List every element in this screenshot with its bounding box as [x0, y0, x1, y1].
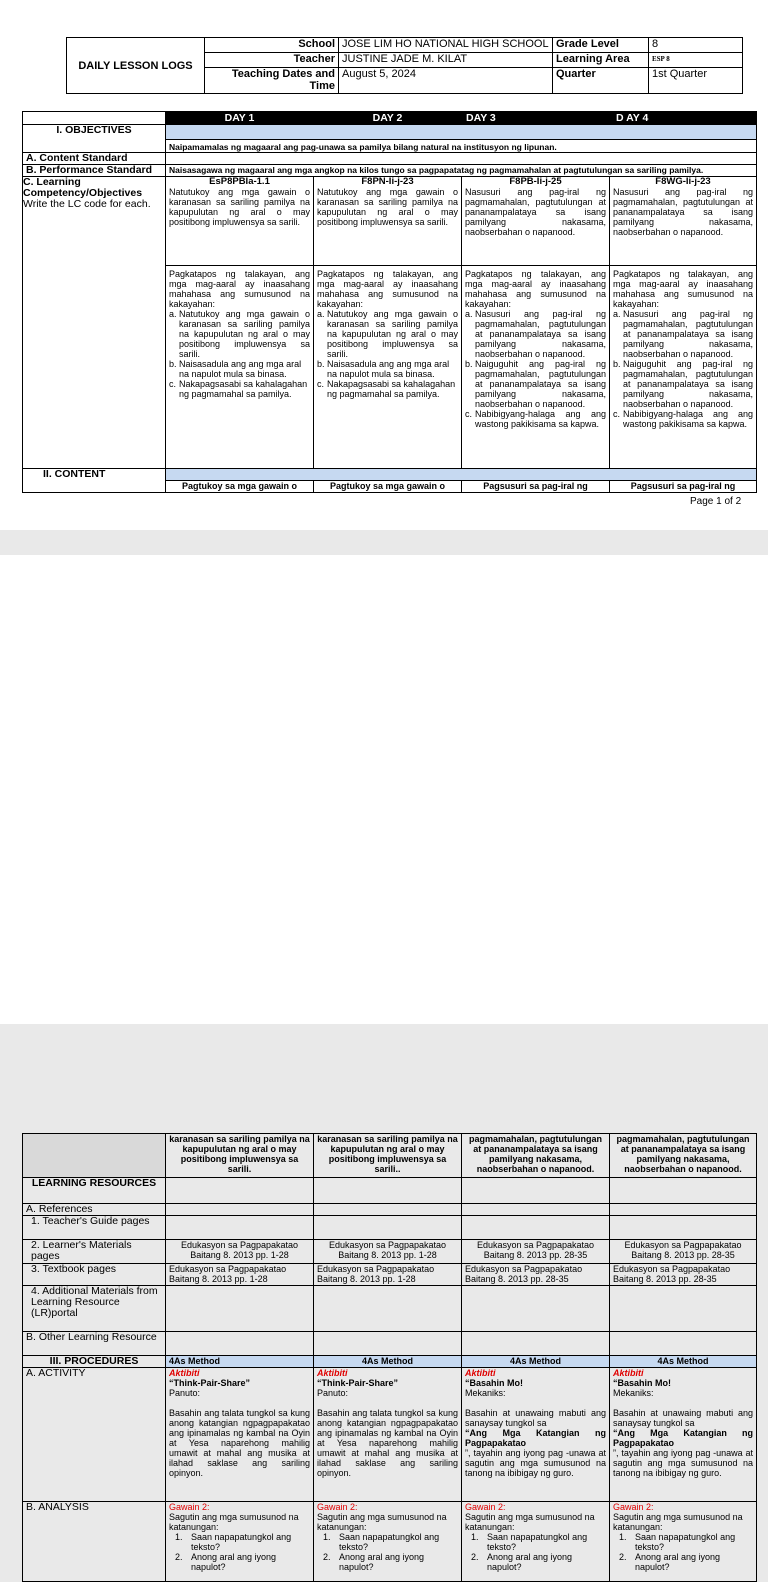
analysis-label: B. ANALYSIS	[23, 1502, 166, 1582]
lc-day-2	[314, 177, 462, 266]
analysis-day-4: Gawain 2: Sagutin ang mga sumusunod na katanungan: 1. Saan napapatungkol ang teksto? 2. Anong aral ang iyong napulot?	[610, 1502, 757, 1582]
list-item: 1. Saan napapatungkol ang teksto?	[619, 1532, 736, 1552]
method-day-2: 4As Method	[314, 1356, 462, 1368]
lc-text-day-2: Natutukoy ang mga gawain o karanasan sa sariling pamilya na kapupulutan ng aral o may positibong impluwensya sa sarili.	[317, 187, 458, 227]
lc-day-1	[166, 177, 314, 266]
list-item: 2. Anong aral ang iyong napulot?	[619, 1552, 721, 1572]
lm-label: 2. Learner's Materials pages	[23, 1240, 166, 1264]
grade-label: Grade Level	[553, 38, 649, 53]
method-day-4: 4As Method	[610, 1356, 757, 1368]
list-item: c. Nabibigyang-halaga ang ang wastong pakikisama sa kapwa.	[465, 409, 606, 429]
performance-standard-label: B. Performance Standard	[23, 165, 166, 177]
learning-resources-heading: LEARNING RESOURCES	[23, 1178, 166, 1204]
list-item: 1. Saan napapatungkol ang teksto?	[471, 1532, 588, 1552]
obj-list-day-4	[613, 309, 753, 429]
list-item: b. Naiguguhit ang pag-iral ng pagmamahalan, pagtutulungan at pananampalataya sa isang pamilyang nakasama, naobserbahan o napanood.	[465, 359, 606, 409]
obj-day-3	[462, 266, 610, 469]
day-3-header: DAY 3	[462, 112, 610, 125]
list-item: b. Naiguguhit ang pag-iral ng pagmamahalan, pagtutulungan at pananampalataya sa isang pamilyang nakasama, naobserbahan o napanood.	[613, 359, 753, 409]
corner-cell	[23, 112, 166, 125]
log-title: DAILY LESSON LOGS	[67, 38, 205, 94]
textbook-label: 3. Textbook pages	[23, 1264, 166, 1286]
dates-value: August 5, 2024	[339, 68, 553, 94]
obj-intro-day-1: Pagkatapos ng talakayan, ang mga mag-aaral ay inaasahang mahahasa ang sumusunod na kakayahan:	[169, 269, 310, 309]
activity-day-4: Aktibiti “Basahin Mo! Mekaniks: Basahin at unawaing mabuti ang sanaysay tungkol sa “Ang Mga Katangian ng Pagpapakatao ”, tayahin ang iyong pag -unawa at sagutin ang mga sumusunod na tanong na ibibigay ng guro.	[610, 1368, 757, 1502]
lc-day-4	[610, 177, 757, 266]
objectives-blue-band	[166, 125, 756, 140]
content-top-day-4: Pagsusuri sa pag-iral ng	[610, 481, 757, 493]
teacher-value: JUSTINE JADE M. KILAT	[339, 53, 553, 68]
content-bottom-day-1: karanasan sa sariling pamilya na kapupulutan ng aral o may positibong impluwensya sa sarili.	[166, 1134, 314, 1178]
list-item: a. Nasusuri ang pag-iral ng pagmamahalan, pagtutulungan at pananampalataya sa isang pamilyang nakasama, naobserbahan o napanood.	[613, 309, 753, 359]
lc-code-day-2: F8PN-Ii-j-23	[361, 176, 414, 187]
list-item: 2. Anong aral ang iyong napulot?	[471, 1552, 573, 1572]
content-bottom-day-3: pagmamahalan, pagtutulungan at pananampalataya sa isang pamilyang nakasama, naobserbahan o napanood.	[462, 1134, 610, 1178]
obj-intro-day-3: Pagkatapos ng talakayan, ang mga mag-aaral ay inaasahang mahahasa ang sumusunod na kakayahan:	[465, 269, 606, 309]
list-item: 1. Saan napapatungkol ang teksto?	[175, 1532, 292, 1552]
additional-label: 4. Additional Materials from Learning Resource (LR)portal	[23, 1286, 166, 1332]
lc-text-day-1: Natutukoy ang mga gawain o karanasan sa sariling pamilya na kapupulutan ng aral o may positibong impluwensya sa sarili.	[169, 187, 310, 227]
list-item: b. Naisasadula ang ang mga aral na napulot mula sa binasa.	[169, 359, 302, 379]
lc-day-3	[462, 177, 610, 266]
list-item: b. Naisasadula ang ang mga aral na napulot mula sa binasa.	[317, 359, 450, 379]
activity-label: A. ACTIVITY	[23, 1368, 166, 1502]
obj-intro-day-4: Pagkatapos ng talakayan, ang mga mag-aaral ay inaasahang mahahasa ang sumusunod na kakayahan:	[613, 269, 753, 309]
area-value: ESP 8	[649, 53, 743, 68]
header-table	[66, 37, 743, 94]
content-heading: II. CONTENT	[23, 469, 166, 493]
lc-note: Write the LC code for each.	[23, 198, 151, 210]
page-2	[0, 555, 768, 1572]
school-label: School	[205, 38, 339, 53]
lc-code-day-4: F8WG-Ii-j-23	[655, 176, 711, 187]
performance-standard-text: Naisasagawa ng magaaral ang mga angkop na kilos tungo sa pagpapatatag ng pagmamahalan at pagtutulungan sa sariling pamilya.	[166, 165, 757, 177]
tb-day-2: Edukasyon sa Pagpapakatao Baitang 8. 2013 pp. 1-28	[314, 1264, 462, 1286]
analysis-day-3: Gawain 2: Sagutin ang mga sumusunod na katanungan: 1. Saan napapatungkol ang teksto? 2. Anong aral ang iyong napulot?	[462, 1502, 610, 1582]
tb-day-1: Edukasyon sa Pagpapakatao Baitang 8. 2013 pp. 1-28	[166, 1264, 314, 1286]
objectives-span	[166, 125, 757, 153]
content-bottom-day-2: karanasan sa sariling pamilya na kapupulutan ng aral o may positibong impluwensya sa sarili..	[314, 1134, 462, 1178]
list-item: 2. Anong aral ang iyong napulot?	[323, 1552, 425, 1572]
other-resource-label: B. Other Learning Resource	[23, 1332, 166, 1356]
content-bottom-day-4: pagmamahalan, pagtutulungan at pananampalataya sa isang pamilyang nakasama, naobserbahan o napanood.	[610, 1134, 757, 1178]
page-1	[0, 0, 768, 530]
obj-day-2	[314, 266, 462, 469]
content-standard-text: Naipamamalas ng magaaral ang pag-unawa sa pamilya bilang natural na institusyon ng lipunan.	[169, 142, 557, 152]
lc-text-day-4: Nasusuri ang pag-iral ng pagmamahalan, pagtutulungan at pananampalataya sa isang pamilyang nakasama, naobserbahan o napanood.	[613, 187, 753, 237]
dates-label: Teaching Dates and Time	[205, 68, 339, 94]
lc-text-day-3: Nasusuri ang pag-iral ng pagmamahalan, pagtutulungan at pananampalataya sa isang pamilyang nakasama, naobserbahan o napanood.	[465, 187, 606, 237]
day-2-header: DAY 2	[314, 112, 462, 125]
content-blue-band	[166, 469, 757, 481]
references-label: A. References	[23, 1204, 166, 1216]
obj-intro-day-2: Pagkatapos ng talakayan, ang mga mag-aaral ay inaasahang mahahasa ang sumusunod na kakayahan:	[317, 269, 458, 309]
list-item: a. Nasusuri ang pag-iral ng pagmamahalan, pagtutulungan at pananampalataya sa isang pamilyang nakasama, naobserbahan o napanood.	[465, 309, 606, 359]
lm-day-4: Edukasyon sa Pagpapakatao Baitang 8. 2013 pp. 28-35	[610, 1240, 757, 1264]
tb-day-4: Edukasyon sa Pagpapakatao Baitang 8. 2013 pp. 28-35	[610, 1264, 757, 1286]
lm-day-3: Edukasyon sa Pagpapakatao Baitang 8. 2013 pp. 28-35	[462, 1240, 610, 1264]
activity-day-3: Aktibiti “Basahin Mo! Mekaniks: Basahin at unawaing mabuti ang sanaysay tungkol sa “Ang Mga Katangian ng Pagpapakatao ”, tayahin ang iyong pag -unawa at sagutin ang mga sumusunod na tanong na ibibigay ng guro.	[462, 1368, 610, 1502]
lc-label: C. Learning Competency/Objectives	[23, 176, 143, 199]
lesson-table-page-1	[22, 111, 757, 493]
lc-label-cell	[23, 177, 166, 469]
objectives-heading: I. OBJECTIVES	[23, 125, 166, 153]
lm-day-2: Edukasyon sa Pagpapakatao Baitang 8. 2013 pp. 1-28	[314, 1240, 462, 1264]
school-value: JOSE LIM HO NATIONAL HIGH SCHOOL	[339, 38, 553, 53]
obj-day-1	[166, 266, 314, 469]
list-item: a. Natutukoy ang mga gawain o karanasan sa sariling pamilya na kapupulutan ng aral o may positibong impluwensya sa sarili.	[317, 309, 458, 359]
method-day-1: 4As Method	[166, 1356, 314, 1368]
quarter-value: 1st Quarter	[649, 68, 743, 94]
page-number: Page 1 of 2	[690, 496, 742, 507]
lc-code-day-1: EsP8PBIa-1.1	[209, 176, 270, 187]
analysis-day-2: Gawain 2: Sagutin ang mga sumusunod na katanungan: 1. Saan napapatungkol ang teksto? 2. Anong aral ang iyong napulot?	[314, 1502, 462, 1582]
content-standard-spacer	[166, 153, 757, 165]
list-item: 2. Anong aral ang iyong napulot?	[175, 1552, 277, 1572]
tg-label: 1. Teacher's Guide pages	[23, 1216, 166, 1240]
lc-code-day-3: F8PB-Ii-j-25	[509, 176, 562, 187]
list-item: 1. Saan napapatungkol ang teksto?	[323, 1532, 440, 1552]
obj-list-day-2	[317, 309, 458, 399]
day-4-header: D AY 4	[610, 112, 757, 125]
day-1-header: DAY 1	[166, 112, 314, 125]
list-item: c. Nabibigyang-halaga ang ang wastong pakikisama sa kapwa.	[613, 409, 753, 429]
lm-day-1: Edukasyon sa Pagpapakatao Baitang 8. 2013 pp. 1-28	[166, 1240, 314, 1264]
method-day-3: 4As Method	[462, 1356, 610, 1368]
tb-day-3: Edukasyon sa Pagpapakatao Baitang 8. 2013 pp. 28-35	[462, 1264, 610, 1286]
analysis-day-1: Gawain 2: Sagutin ang mga sumusunod na katanungan: 1. Saan napapatungkol ang teksto? 2. Anong aral ang iyong napulot?	[166, 1502, 314, 1582]
obj-list-day-3	[465, 309, 606, 429]
lesson-table-page-2	[22, 1133, 757, 1582]
activity-day-2: Aktibiti “Think-Pair-Share” Panuto: Basahin ang talata tungkol sa kung anong katangian ngpagpapakatao ang ipinamalas ng kambal na Oyin at Yesa naparehong mahilig umawit at mahal ang musika at ilahad saklase ang sariling opinyon.	[314, 1368, 462, 1502]
list-item: c. Nakapagsasabi sa kahalagahan ng pagmamahal sa pamilya.	[317, 379, 456, 399]
obj-day-4	[610, 266, 757, 469]
obj-list-day-1	[169, 309, 310, 399]
content-top-day-3: Pagsusuri sa pag-iral ng	[462, 481, 610, 493]
procedures-heading: III. PROCEDURES	[23, 1356, 166, 1368]
list-item: c. Nakapagsasabi sa kahalagahan ng pagmamahal sa pamilya.	[169, 379, 308, 399]
activity-day-1: Aktibiti “Think-Pair-Share” Panuto: Basahin ang talata tungkol sa kung anong katangian ngpagpapakatao ang ipinamalas ng kambal na Oyin at Yesa naparehong mahilig umawit at mahal ang musika at ilahad saklase ang sariling opinyon.	[166, 1368, 314, 1502]
content-continued-label	[23, 1134, 166, 1178]
quarter-label: Quarter	[553, 68, 649, 94]
grade-value: 8	[649, 38, 743, 53]
content-top-day-1: Pagtukoy sa mga gawain o	[166, 481, 314, 493]
list-item: a. Natutukoy ang mga gawain o karanasan sa sariling pamilya na kapupulutan ng aral o may positibong impluwensya sa sarili.	[169, 309, 310, 359]
area-label: Learning Area	[553, 53, 649, 68]
content-top-day-2: Pagtukoy sa mga gawain o	[314, 481, 462, 493]
teacher-label: Teacher	[205, 53, 339, 68]
content-standard-label: A. Content Standard	[23, 153, 166, 165]
